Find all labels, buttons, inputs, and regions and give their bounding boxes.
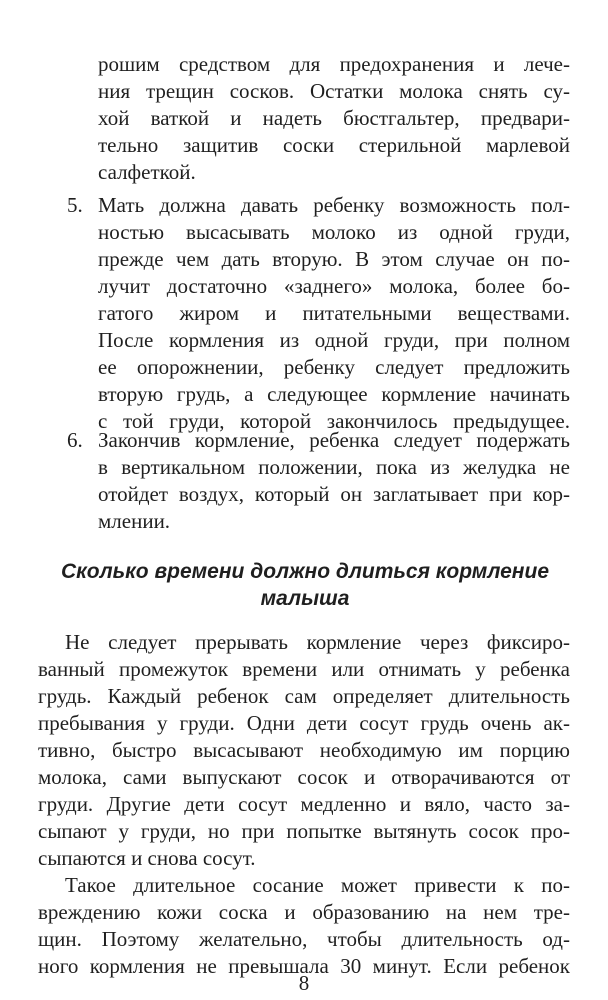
paragraph-line: сыпаются и снова сосут. xyxy=(38,846,256,870)
list-item-line: Закончив кормление, ребенка следует подержать xyxy=(98,428,570,452)
paragraph-line: грудь. Каждый ребенок сам определяет длительность xyxy=(38,684,570,708)
paragraph-line: пребывания у груди. Одни дети сосут грудь очень ак- xyxy=(38,711,570,735)
list-item-line: ее опорожнении, ребенку следует предложить xyxy=(98,355,570,379)
list-item-line: гатого жиром и питательными веществами. xyxy=(98,301,570,325)
paragraph-line: щин. Поэтому желательно, чтобы длительность од- xyxy=(38,927,570,951)
paragraph-line: Такое длительное сосание может привести к по- xyxy=(65,873,570,897)
section-heading-line: Сколько времени должно длиться кормление xyxy=(60,560,549,583)
list-item-line: ностью высасывать молоко из одной груди, xyxy=(98,220,570,244)
list-item-line: вторую грудь, а следующее кормление начинать xyxy=(98,382,570,406)
intro-line: рошим средством для предохранения и лече- xyxy=(98,52,570,76)
intro-line: салфеткой. xyxy=(98,160,196,184)
intro-line: ния трещин сосков. Остатки молока снять су- xyxy=(98,79,570,103)
list-item-line: Мать должна давать ребенку возможность пол- xyxy=(98,193,570,217)
paragraph-line: Не следует прерывать кормление через фиксиро- xyxy=(65,630,570,654)
paragraph-line: ванный промежуток времени или отнимать у ребенка xyxy=(38,657,570,681)
paragraph-line: тивно, быстро высасывают необходимую им порцию xyxy=(38,738,570,762)
intro-line: хой ваткой и надеть бюстгальтер, предвари- xyxy=(98,106,570,130)
list-item-line: в вертикальном положении, пока из желудка не xyxy=(98,455,570,479)
paragraph-line: сыпают у груди, но при попытке вытянуть сосок про- xyxy=(38,819,570,843)
list-item-line: После кормления из одной груди, при полном xyxy=(98,328,570,352)
paragraph-line: ного кормления не превышала 30 минут. Если ребенок xyxy=(38,954,570,978)
list-item-line: прежде чем дать вторую. В этом случае он по- xyxy=(98,247,570,271)
list-item-line: отойдет воздух, который он заглатывает при кор- xyxy=(98,482,570,506)
paragraph-line: молока, сами выпускают сосок и отворачиваются от xyxy=(38,765,570,789)
paragraph-line: вреждению кожи соска и образованию на нем тре- xyxy=(38,900,570,924)
list-item-number: 6. xyxy=(67,428,83,452)
paragraph-line: груди. Другие дети сосут медленно и вяло, часто за- xyxy=(38,792,570,816)
page-number: 8 xyxy=(298,971,310,995)
list-item-line: с той груди, которой закончилось предыдущее. xyxy=(98,409,570,433)
section-heading-line: малыша xyxy=(260,587,350,610)
list-item-line: млении. xyxy=(98,509,171,533)
list-item-line: лучит достаточно «заднего» молока, более бо- xyxy=(98,274,570,298)
intro-line: тельно защитив соски стерильной марлевой xyxy=(98,133,570,157)
list-item-number: 5. xyxy=(67,193,83,217)
